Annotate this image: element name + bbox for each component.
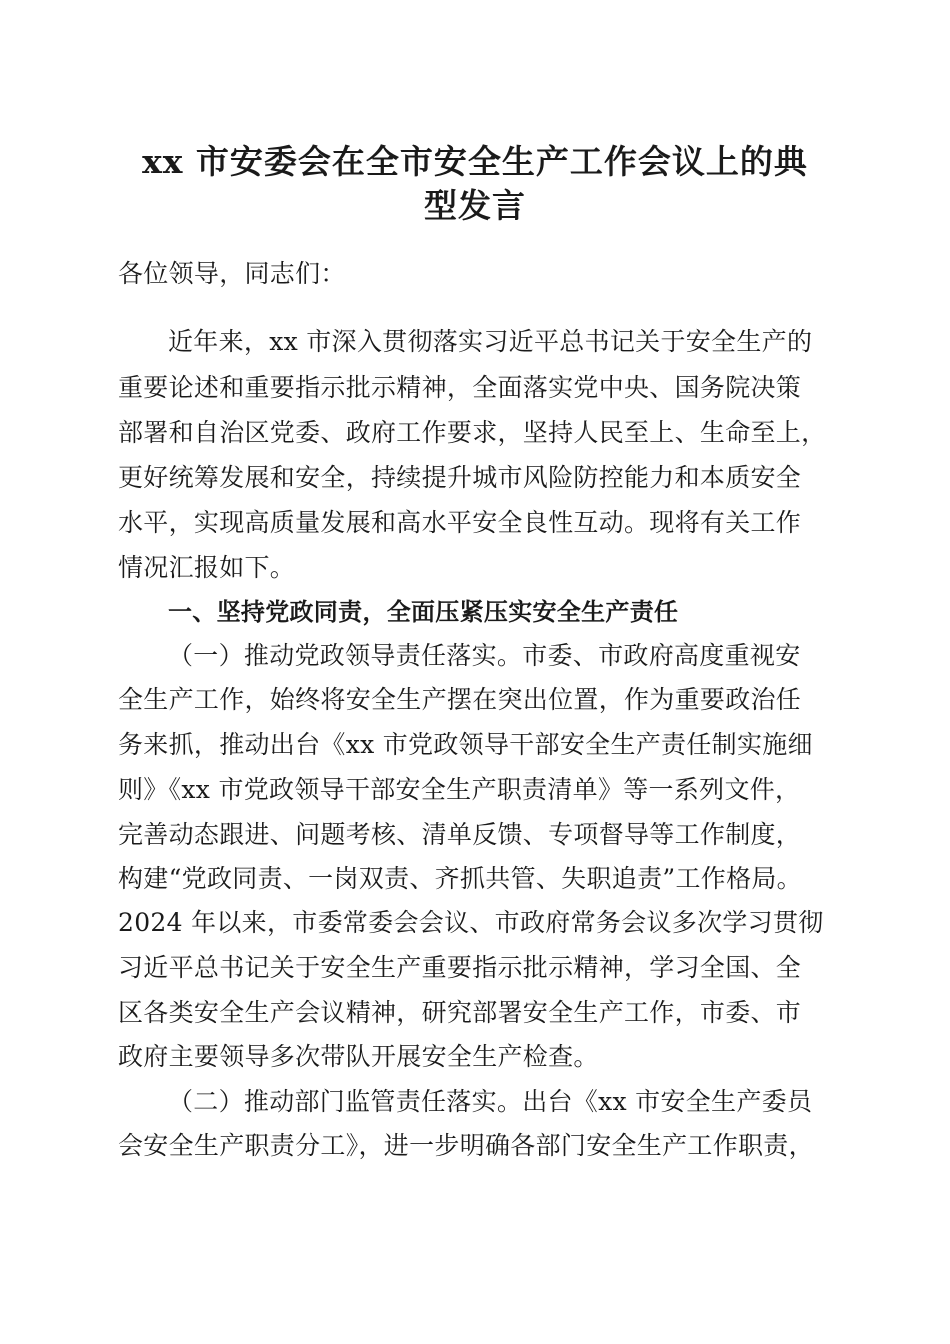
intro-paragraph-line: 情况汇报如下。 bbox=[118, 553, 296, 582]
subsection-1-line: 构建“党政同责、一岗双责、齐抓共管、失职追责”工作格局。 bbox=[118, 864, 802, 893]
document-title-line-1: xx 市安委会在全市安全生产工作会议上的典 bbox=[142, 142, 808, 181]
subsection-1-line: 则》《xx 市党政领导干部安全生产职责清单》等一系列文件， bbox=[118, 775, 801, 804]
section-heading-1: 一、坚持党政同责，全面压紧压实安全生产责任 bbox=[168, 598, 679, 626]
subsection-1-line: 务来抓，推动出台《xx 市党政领导干部安全生产责任制实施细 bbox=[118, 730, 813, 759]
intro-paragraph-line: 更好统筹发展和安全，持续提升城市风险防控能力和本质安全 bbox=[118, 463, 802, 492]
intro-paragraph-line: 水平，实现高质量发展和高水平安全良性互动。现将有关工作 bbox=[118, 508, 802, 537]
subsection-2-line: 会安全生产职责分工》，进一步明确各部门安全生产工作职责， bbox=[118, 1131, 814, 1160]
subsection-1-line: 全生产工作，始终将安全生产摆在突出位置，作为重要政治任 bbox=[118, 685, 802, 714]
intro-paragraph-line: 部署和自治区党委、政府工作要求，坚持人民至上、生命至上， bbox=[118, 418, 827, 447]
subsection-1-line: 政府主要领导多次带队开展安全生产检查。 bbox=[118, 1042, 599, 1071]
document-title-line-2: 型发言 bbox=[424, 186, 526, 225]
subsection-1-line: 2024 年以来，市委常委会会议、市政府常务会议多次学习贯彻 bbox=[118, 908, 824, 937]
subsection-1-line: （一）推动党政领导责任落实。市委、市政府高度重视安 bbox=[168, 641, 801, 670]
subsection-1-line: 习近平总书记关于安全生产重要指示批示精神，学习全国、全 bbox=[118, 953, 802, 982]
subsection-2-line: （二）推动部门监管责任落实。出台《xx 市安全生产委员 bbox=[168, 1087, 813, 1116]
subsection-1-line: 区各类安全生产会议精神，研究部署安全生产工作，市委、市 bbox=[118, 998, 802, 1027]
subsection-1-line: 完善动态跟进、问题考核、清单反馈、专项督导等工作制度， bbox=[118, 820, 802, 849]
salutation: 各位领导，同志们： bbox=[118, 259, 346, 288]
intro-paragraph-line: 重要论述和重要指示批示精神，全面落实党中央、国务院决策 bbox=[118, 373, 802, 402]
intro-paragraph-line: 近年来，xx 市深入贯彻落实习近平总书记关于安全生产的 bbox=[168, 327, 813, 356]
